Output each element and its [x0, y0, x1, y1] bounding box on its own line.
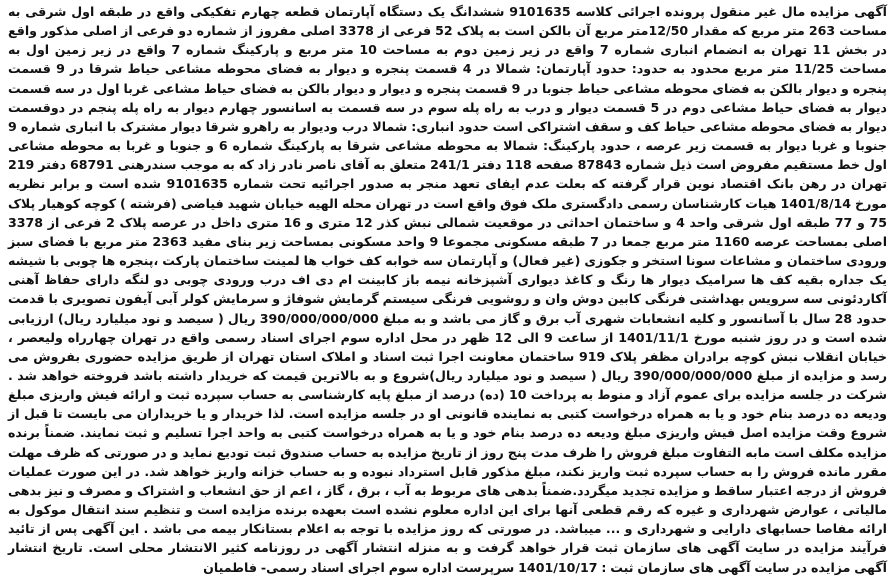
auction-notice-text: آگهی مزایده مال غیر منقول پرونده اجرائی کلاسه 9101635 ششدانگ یک دستگاه آپارتمان قطعه چهارم تفکیکی واقع در طبقه اول شرقی به مساحت 263 متر مربع که مقدار 12/50متر مربع آن بالکن است به پلاک 52 فرعی از 3378 اصلی مفروز از شماره دو فرعی از اصلی مذکور واقع در بخش 11 تهران به انضمام انباری شماره 7 واقع در زیر زمین دوم به مساحت 10 متر مربع و پارکینگ شماره 7 واقع در زیر زمین اول به مساحت 11/25 متر مربع محدود به حدود: حدود آپارتمان: شمالا در 4 قسمت پنجره و دیوار به فضای محوطه مشاعی حیاط شرقا در 9 قسمت پنجره و دیوار بالکن به فضای محوطه مشاعی حیاط جنوبا در 9 قسمت پنجره و دیوار و دیوار بالکن به فضای حیاط مشاعی غربا اول در سه قسمت دیوار به فضای حیاط مشاعی دوم در 5 قسمت دیوار و درب به راه پله سوم در سه قسمت به اسانسور چهارم دیوار به راه پله پنجم در دوقسمت دیوار به فضای محوطه مشاعی حیاط کف و سقف اشتراکی است حدود انباری: شمالا درب ودیوار به راهرو شرقا دیوار مشترک با انباری شماره 9 جنوبا و غربا دیوار به قسمت زیر عرصه ، حدود پارکینگ: شمالا به محوطه مشاعی شرقا به پارکینگ شماره 6 و جنوبا و غربا به محوطه مشاعی اول خط مستقیم مفروض است ذیل شماره 87843 صفحه 118 دفتر 241/1 متعلق به آقای ناصر نادر زاد که به موجب سندرهنی 68791 دفتر 219 تهران در رهن بانک اقتصاد نوین قرار گرفته که بعلت عدم ایفای تعهد منجر به صدور اجرائیه تحت شماره 9101635 شده است و برابر نظریه مورخ 1401/8/14 هیات کارشناسان رسمی دادگستری ملک فوق واقع است در تهران محله الهیه خیابان شهید فیاضی (فرشته ) کوچه کوهیار پلاک 75 و 77 طبقه اول شرقی واحد 4 و ساختمان احداثی در موقعیت شمالی نبش کذر 12 متری و 16 متری داخل در عرصه پلاک 2 فرعی از 3378 اصلی بمساحت عرصه 1160 متر مربع جمعا در 7 طبقه مسکونی مجموعا 9 واحد مسکونی بمساحت زیر بنای مفید 2363 متر مربع با فضای سبز ورودی ساختمان و مشاعات سونا استخر و جکوزی (غیر فعال) و آپارتمان سه خوابه کف خواب ها لمینت ساختمان پارکت ،پنجره ها چوبی با شیشه یک جداره بقیه کف ها سرامیک دیوار ها رنگ و کاغذ دیواری آشپزخانه نیمه باز کابینت ام دی اف درب ورودی چوبی دو لنگه دارای حفاظ آهنی آکاردئونی سه سرویس بهداشتی فرنگی کابین دوش وان و روشویی فرنگی سیستم گرمایش شوفاژ و سرمایش کولر آبی آیفون تصویری با قدمت حدود 28 سال با آسانسور و کلیه انشعابات شهری آب برق و گاز می باشد و به مبلغ 390/000/000/000 ریال ( سیصد و نود میلیارد ریال) ارزیابی شده است و در روز شنبه مورخ 1401/11/1 از ساعت 9 الی 12 ظهر در محل اداره سوم اجرای اسناد رسمی واقع در تهران چهارراه ولیعصر ، خیابان انقلاب نبش کوچه برادران مظفر پلاک 919 ساختمان معاونت اجرا ثبت اسناد و املاک استان تهران از طریق مزایده حضوری بفروش می رسد و مزایده از مبلغ 390/000/000/000 ریال ( سیصد و نود میلیارد ریال)شروع و به بالاترین قیمت که خریدار داشته باشد فروخته خواهد شد . شرکت در جلسه مزایده برای عموم آزاد و منوط به پرداخت 10 (ده) درصد از مبلغ پایه کارشناسی به حساب سپرده ثبت و ارائه فیش واریزی مبلغ ودیعه ده درصد بنام خود و یا به همراه درخواست کتبی به نماینده قانونی او در جلسه مزایده است. لذا خریدار و یا خریداران می بایست تا قبل از شروع وقت مزایده اصل فیش واریزی مبلغ ودیعه ده درصد بنام خود و یا به همراه درخواست کتبی به واحد اجرا تسلیم و ثبت نمایند. ضمناً برنده مزایده مکلف است مابه التفاوت مبلغ فروش را ظرف مدت پنج روز از تاریخ مزایده به حساب صندوق ثبت تودیع نماید و در صورتی که ظرف مهلت مقرر مانده فروش را به حساب سپرده ثبت واریز نکند، مبلغ مذکور قابل استرداد نبوده و به حساب خزانه واریز خواهد شد. در این صورت عملیات فروش از درجه اعتبار ساقط و مزایده تجدید میگردد.ضمناً بدهی های مربوط به آب ، برق ، گاز ، اعم از حق انشعاب و اشتراک و مصرف و نیز بدهی مالیاتی ، عوارض شهرداری و غیره که رقم قطعی آنها برای این اداره معلوم نشده است بعهده برنده مزایده است و تنظیم سند انتقال موکول به ارائه مفاصا حسابهای دارایی و شهرداری و ... میباشد. در صورتی که روز مزایده با توجه به اعلام بستانکار بیمه می باشد . این آگهی پس از تائید فرآیند مزایده در سایت آگهی های سازمان ثبت قرار خواهد گرفت و به منزله انتشار آگهی در روزنامه کثیر الانتشار محلی است. تاریخ انتشار آگهی مزایده در سایت آگهی های سازمان ثبت : 1401/10/17 سرپرست اداره سوم اجرای اسناد رسمی- فاطمیان	[8, 4, 888, 575]
